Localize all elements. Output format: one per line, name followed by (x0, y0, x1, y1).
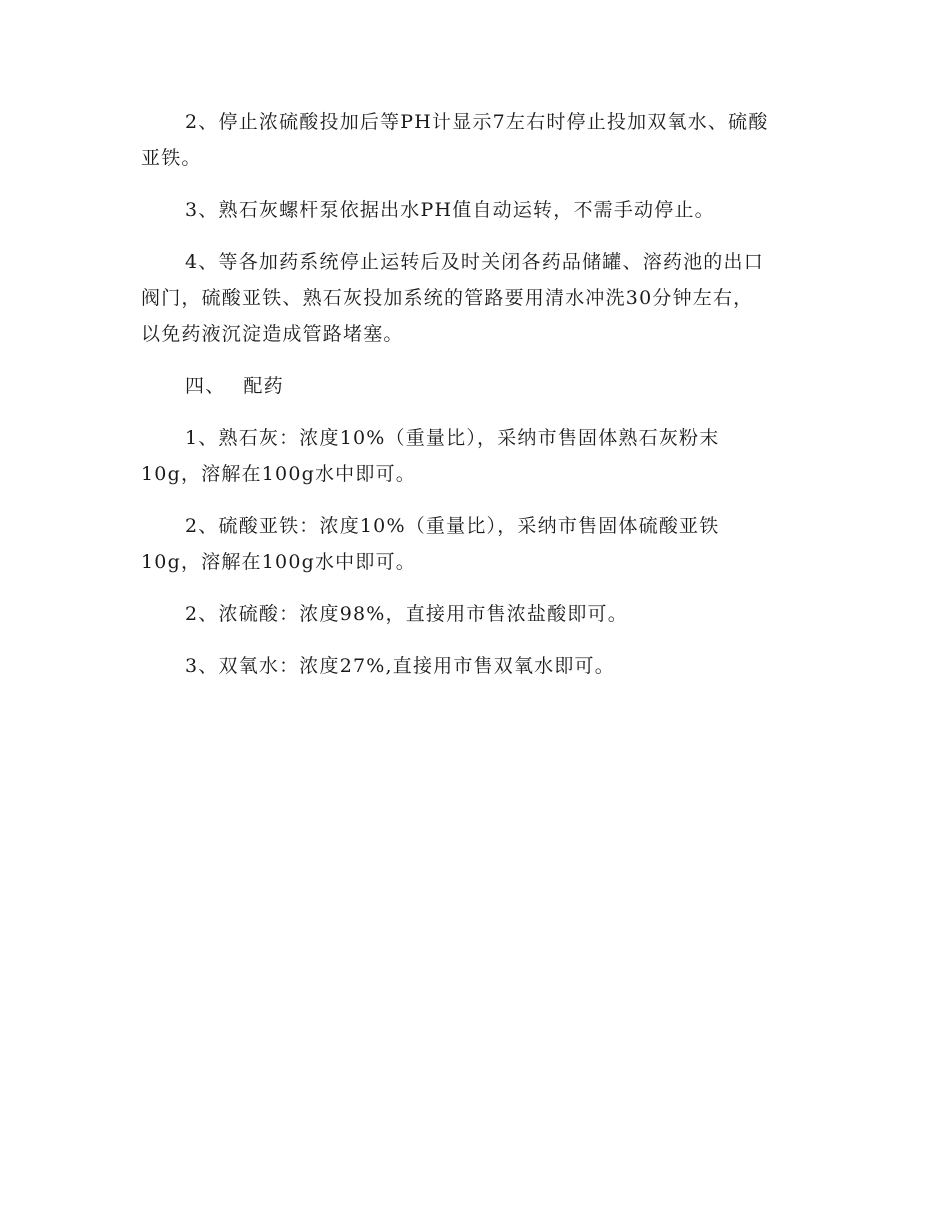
section-number: 四、 (185, 375, 226, 397)
text-line: 亚铁。 (141, 147, 202, 169)
section-title: 配药 (243, 375, 284, 397)
text-line: 10g，溶解在100g水中即可。 (141, 551, 416, 573)
text-line: 2、浓硫酸：浓度98%，直接用市售浓盐酸即可。 (185, 603, 628, 625)
item-sulfuric-acid (141, 596, 813, 632)
text-line: 10g，溶解在100g水中即可。 (141, 463, 416, 485)
text-line: 阀门，硫酸亚铁、熟石灰投加系统的管路要用清水冲洗30分钟左右， (141, 287, 754, 309)
text-line: 3、双氧水：浓度27%,直接用市售双氧水即可。 (185, 655, 615, 677)
item-lime (141, 420, 813, 492)
document-body (141, 104, 813, 700)
text-line: 1、熟石灰：浓度10%（重量比），采纳市售固体熟石灰粉末 (185, 427, 720, 449)
text-line: 以免药液沉淀造成管路堵塞。 (141, 323, 404, 345)
text-line: 4、等各加药系统停止运转后及时关闭各药品储罐、溶药池的出口 (185, 251, 764, 273)
item-hydrogen-peroxide (141, 648, 813, 684)
section-heading (141, 368, 813, 404)
paragraph-lime-pump (141, 192, 813, 228)
text-line: 2、停止浓硫酸投加后等PH计显示7左右时停止投加双氧水、硫酸 (185, 111, 769, 133)
paragraph-close-valves (141, 244, 813, 352)
item-ferrous-sulfate (141, 508, 813, 580)
text-line: 3、熟石灰螺杆泵依据出水PH值自动运转，不需手动停止。 (185, 199, 715, 221)
text-line: 2、硫酸亚铁：浓度10%（重量比），采纳市售固体硫酸亚铁 (185, 515, 720, 537)
paragraph-stop-acid (141, 104, 813, 176)
